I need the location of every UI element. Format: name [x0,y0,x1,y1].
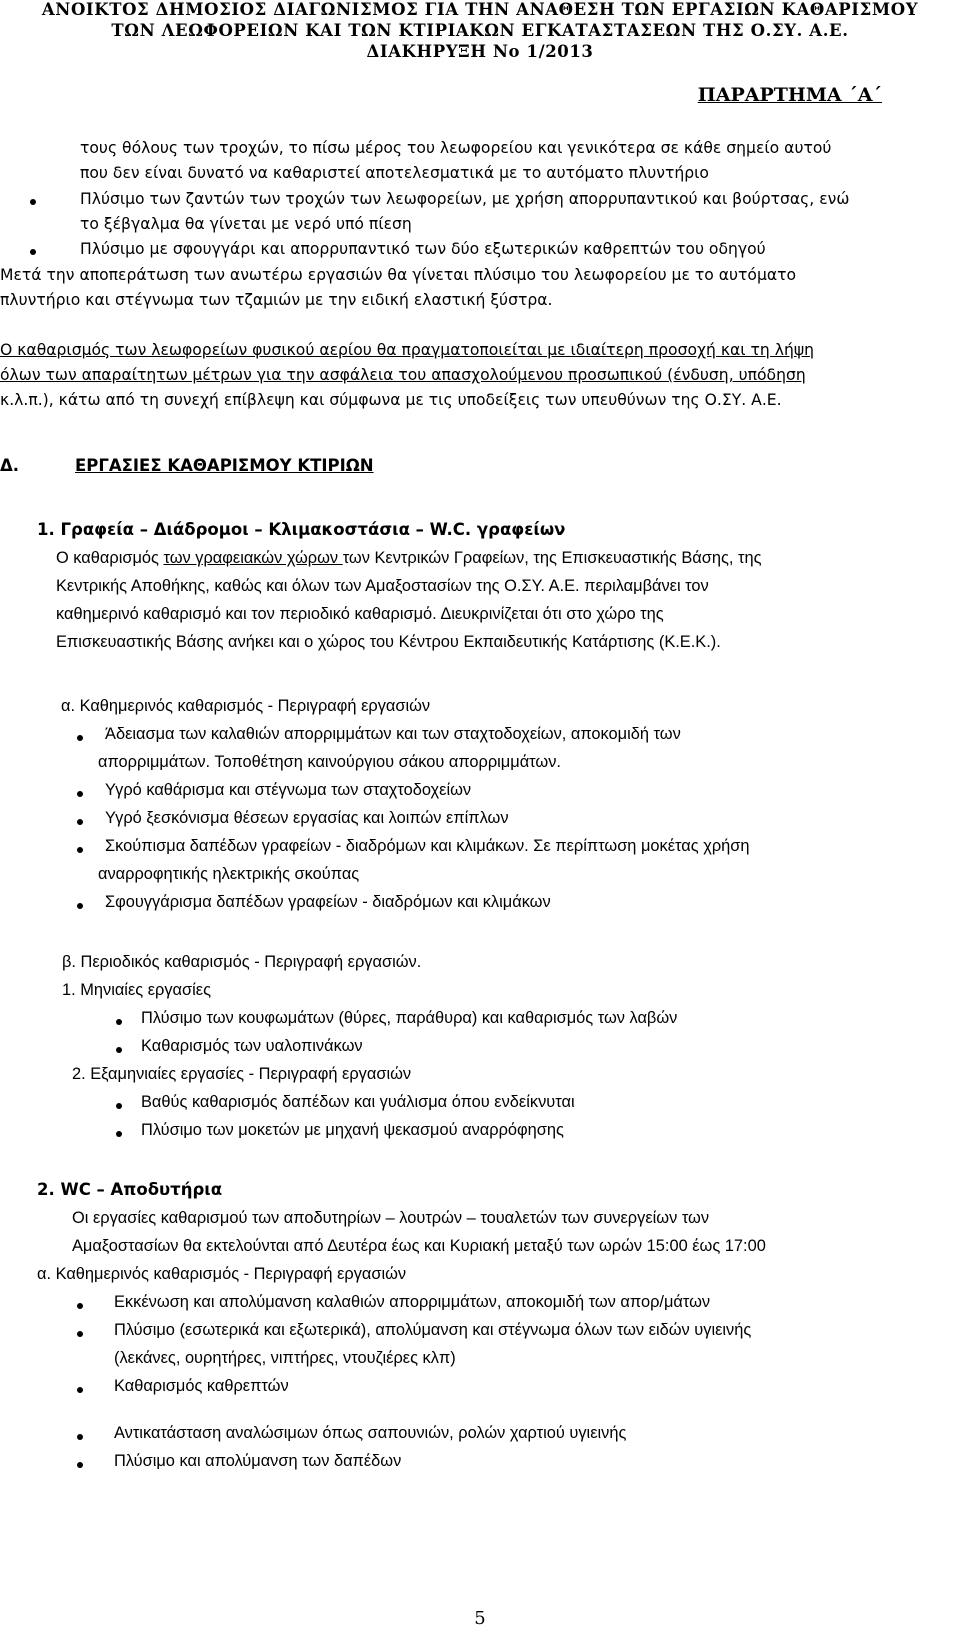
offices-daily-item-4-line-1: Σκούπισμα δαπέδων γραφείων - διαδρόμων και κλιμάκων. Σε περίπτωση μοκέτας χρήση [105,837,750,855]
intro-para-2-line-1: Ο καθαρισμός των λεωφορείων φυσικού αερίου θα πραγματοποιείται με ιδιαίτερη προσοχή και τη λήψη [0,341,815,359]
offices-monthly-item-2: Καθαρισμός των υαλοπινάκων [141,1037,363,1055]
wc-para-line-2: Αμαξοστασίων θα εκτελούνται από Δευτέρα έως και Κυριακή μεταξύ των ωρών 15:00 έως 17:00 [72,1237,766,1255]
offices-monthly-title: 1. Μηνιαίες εργασίες [62,981,211,999]
bullet-icon [77,1303,83,1309]
offices-para-line-4: Επισκευαστικής Βάσης ανήκει και ο χώρος του Κέντρου Εκπαιδευτικής Κατάρτισης (Κ.Ε.Κ.). [56,633,721,651]
offices-daily-item-5: Σφουγγάρισμα δαπέδων γραφείων - διαδρόμων και κλιμάκων [105,893,551,911]
bullet-icon [77,735,83,741]
offices-para-line-2: Κεντρικής Αποθήκης, καθώς και όλων των Αμαξοστασίων της Ο.ΣΥ. Α.Ε. περιλαμβάνει τον [56,577,709,595]
offices-para-line-1: Ο καθαρισμός των γραφειακών χώρων των Κεντρικών Γραφείων, της Επισκευαστικής Βάσης, της [56,549,762,567]
bullet-icon [116,1047,122,1053]
header-title-line-2: ΤΩΝ ΛΕΩΦΟΡΕΙΩΝ ΚΑΙ ΤΩΝ ΚΤΙΡΙΑΚΩΝ ΕΓΚΑΤΑΣΤΑΣΕΩΝ ΤΗΣ Ο.ΣΥ. Α.Ε. [111,21,849,40]
section-letter: Δ. [0,456,20,475]
intro-para-2-line-3: κ.λ.π.), κάτω από τη συνεχή επίβλεψη και σύμφωνα με τις υποδείξεις των υπευθύνων της Ο.ΣΥ. Α.Ε. [0,391,782,409]
wc-daily-item-5: Πλύσιμο και απολύμανση των δαπέδων [114,1452,402,1470]
bullet-icon [116,1019,122,1025]
offices-para-line-3: καθημερινό καθαρισμό και τον περιοδικό καθαρισμό. Διευκρινίζεται ότι στο χώρο της [56,605,664,623]
offices-periodic-title: β. Περιοδικός καθαρισμός - Περιγραφή εργασιών. [62,953,422,971]
offices-daily-item-1-line-2: απορριμμάτων. Τοποθέτηση καινούργιου σάκου απορριμμάτων. [98,753,561,771]
wc-daily-item-2-line-2: (λεκάνες, ουρητήρες, νιπτήρες, ντουζιέρες κλπ) [114,1349,456,1367]
annex-label: ΠΑΡΑΡΤΗΜΑ ΄Α΄ [697,84,882,106]
wc-daily-item-4: Αντικατάσταση αναλώσιμων όπως σαπουνιών, ρολών χαρτιού υγιεινής [114,1424,627,1442]
intro-para-1-line-1: Μετά την αποπεράτωση των ανωτέρω εργασιών θα γίνεται πλύσιμο του λεωφορείου με το αυτόματο [0,266,797,284]
bullet-icon [77,847,83,853]
header-title-line-1: ΑΝΟΙΚΤΟΣ ΔΗΜΟΣΙΟΣ ΔΙΑΓΩΝΙΣΜΟΣ ΓΙΑ ΤΗΝ ΑΝΑΘΕΣΗ ΤΩΝ ΕΡΓΑΣΙΩΝ ΚΑΘΑΡΙΣΜΟΥ [41,0,919,19]
intro-bullet-1-line-2: το ξέβγαλμα θα γίνεται με νερό υπό πίεση [80,215,412,233]
intro-line-2: που δεν είναι δυνατό να καθαριστεί αποτελεσματικά με το αυτόματο πλυντήριο [80,164,709,182]
bullet-icon [30,199,36,205]
offices-monthly-item-1: Πλύσιμο των κουφωμάτων (θύρες, παράθυρα) και καθαρισμός των λαβών [141,1009,678,1027]
intro-para-2-line-2: όλων των απαραίτητων μέτρων για την ασφάλεια του απασχολούμενου προσωπικού (ένδυση, υπόδηση [0,366,806,384]
offices-semiannual-title: 2. Εξαμηνιαίες εργασίες - Περιγραφή εργασιών [72,1065,412,1083]
intro-para-1-line-2: πλυντήριο και στέγνωμα των τζαμιών με την ειδική ελαστική ξύστρα. [0,291,553,309]
bullet-icon [77,1331,83,1337]
wc-daily-item-3: Καθαρισμός καθρεπτών [114,1377,289,1395]
intro-bullet-1-line-1: Πλύσιμο των ζαντών των τροχών των λεωφορείων, με χρήση απορρυπαντικού και βούρτσας, ενώ [80,190,850,208]
bullet-icon [116,1131,122,1137]
bullet-icon [77,1462,83,1468]
intro-bullet-2: Πλύσιμο με σφουγγάρι και απορρυπαντικό των δύο εξωτερικών καθρεπτών του οδηγού [80,240,766,258]
bullet-icon [77,819,83,825]
header-title-line-3: ΔΙΑΚΗΡΥΞΗ Νο 1/2013 [366,42,594,61]
intro-line-1: τους θόλους των τροχών, το πίσω μέρος του λεωφορείου και γενικότερα σε κάθε σημείο αυτού [80,139,832,157]
section-title: ΕΡΓΑΣΙΕΣ ΚΑΘΑΡΙΣΜΟΥ ΚΤΙΡΙΩΝ [75,456,374,475]
bullet-icon [116,1103,122,1109]
offices-daily-item-1-line-1: Άδειασμα των καλαθιών απορριμμάτων και των σταχτοδοχείων, αποκομιδή των [105,725,681,743]
offices-daily-item-4-line-2: αναρροφητικής ηλεκτρικής σκούπας [98,865,360,883]
bullet-icon [30,249,36,255]
offices-daily-item-2: Υγρό καθάρισμα και στέγνωμα των σταχτοδοχείων [105,781,472,799]
offices-daily-title: α. Καθημερινός καθαρισμός - Περιγραφή εργασιών [61,697,431,715]
wc-daily-item-2-line-1: Πλύσιμο (εσωτερικά και εξωτερικά), απολύμανση και στέγνωμα όλων των ειδών υγιεινής [114,1321,752,1339]
offices-semiannual-item-2: Πλύσιμο των μοκετών με μηχανή ψεκασμού αναρρόφησης [141,1121,564,1139]
offices-heading: 1. Γραφεία – Διάδρομοι – Κλιμακοστάσια – W.C. γραφείων [37,520,566,539]
page-number: 5 [474,1608,486,1629]
wc-daily-item-1: Εκκένωση και απολύμανση καλαθιών απορριμμάτων, αποκομιδή των απορ/μάτων [114,1293,711,1311]
wc-daily-title: α. Καθημερινός καθαρισμός - Περιγραφή εργασιών [37,1265,407,1283]
wc-heading: 2. WC – Αποδυτήρια [37,1180,223,1199]
bullet-icon [77,1434,83,1440]
bullet-icon [77,1387,83,1393]
bullet-icon [77,903,83,909]
offices-semiannual-item-1: Βαθύς καθαρισμός δαπέδων και γυάλισμα όπου ενδείκνυται [141,1093,575,1111]
offices-daily-item-3: Υγρό ξεσκόνισμα θέσεων εργασίας και λοιπών επίπλων [105,809,509,827]
bullet-icon [77,791,83,797]
wc-para-line-1: Οι εργασίες καθαρισμού των αποδυτηρίων – λουτρών – τουαλετών των συνεργείων των [72,1209,710,1227]
